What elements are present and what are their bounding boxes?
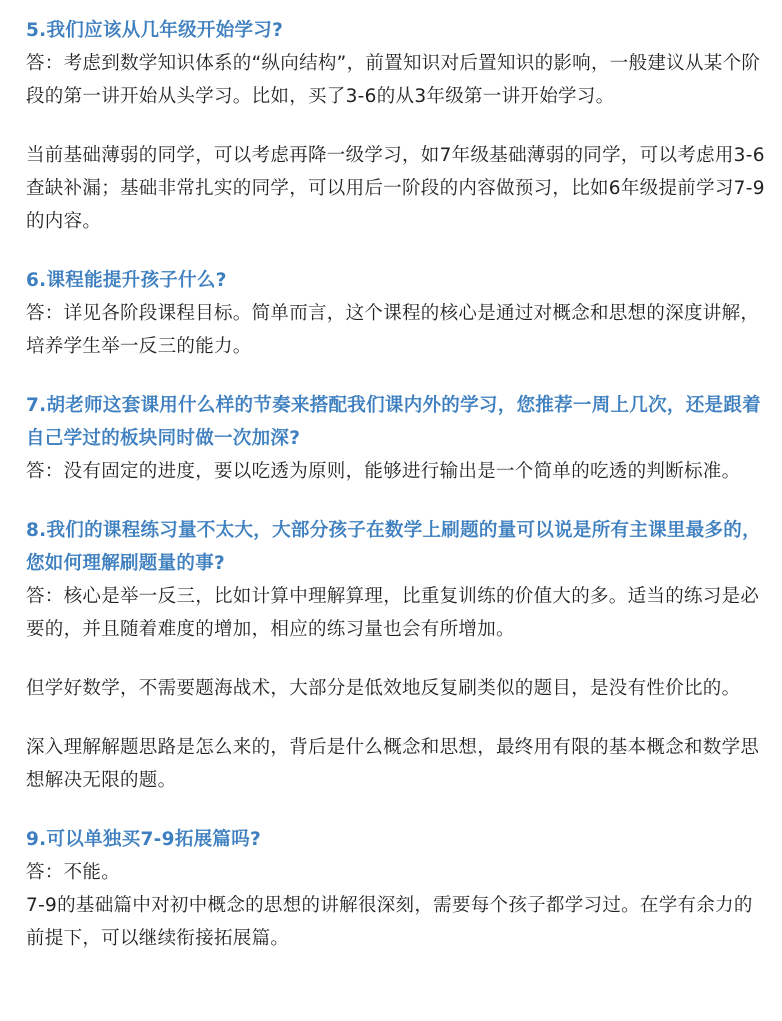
faq-section-6 — [26, 264, 766, 363]
faq-document — [26, 14, 766, 955]
faq-question: 6.课程能提升孩子什么? — [26, 270, 227, 291]
faq-section-5 — [26, 14, 766, 238]
faq-section-7 — [26, 389, 766, 488]
faq-question: 5.我们应该从几年级开始学习? — [26, 20, 284, 41]
answer-paragraph: 当前基础薄弱的同学，可以考虑再降一级学习，如7年级基础薄弱的同学，可以考虑用3-6查缺补漏；基础非常扎实的同学，可以用后一阶段的内容做预习，比如6年级提前学习7-9的内容。 — [26, 145, 765, 232]
faq-section-9 — [26, 823, 766, 955]
answer-paragraph: 答：考虑到数学知识体系的“纵向结构”，前置知识对后置知识的影响，一般建议从某个阶段的第一讲开始从头学习。比如，买了3-6的从3年级第一讲开始学习。 — [26, 53, 761, 107]
answer-paragraph: 深入理解解题思路是怎么来的，背后是什么概念和思想，最终用有限的基本概念和数学思想解决无限的题。 — [26, 737, 760, 791]
answer-paragraph: 答：不能。 — [26, 862, 121, 883]
answer-paragraph: 7-9的基础篇中对初中概念的思想的讲解很深刻，需要每个孩子都学习过。在学有余力的前提下，可以继续衔接拓展篇。 — [26, 895, 753, 949]
answer-paragraph: 答：没有固定的进度，要以吃透为原则，能够进行输出是一个简单的吃透的判断标准。 — [26, 461, 741, 482]
answer-paragraph: 但学好数学，不需要题海战术，大部分是低效地反复刷类似的题目，是没有性价比的。 — [26, 678, 741, 699]
answer-paragraph: 答：详见各阶段课程目标。简单而言，这个课程的核心是通过对概念和思想的深度讲解，培养学生举一反三的能力。 — [26, 303, 760, 357]
faq-question: 7.胡老师这套课用什么样的节奏来搭配我们课内外的学习，您推荐一周上几次，还是跟着自己学过的板块同时做一次加深? — [26, 395, 761, 449]
faq-section-8 — [26, 514, 766, 797]
faq-question: 9.可以单独买7-9拓展篇吗? — [26, 829, 262, 850]
faq-question: 8.我们的课程练习量不太大，大部分孩子在数学上刷题的量可以说是所有主课里最多的，您如何理解刷题量的事? — [26, 520, 761, 574]
answer-paragraph: 答：核心是举一反三，比如计算中理解算理，比重复训练的价值大的多。适当的练习是必要的，并且随着难度的增加，相应的练习量也会有所增加。 — [26, 586, 760, 640]
